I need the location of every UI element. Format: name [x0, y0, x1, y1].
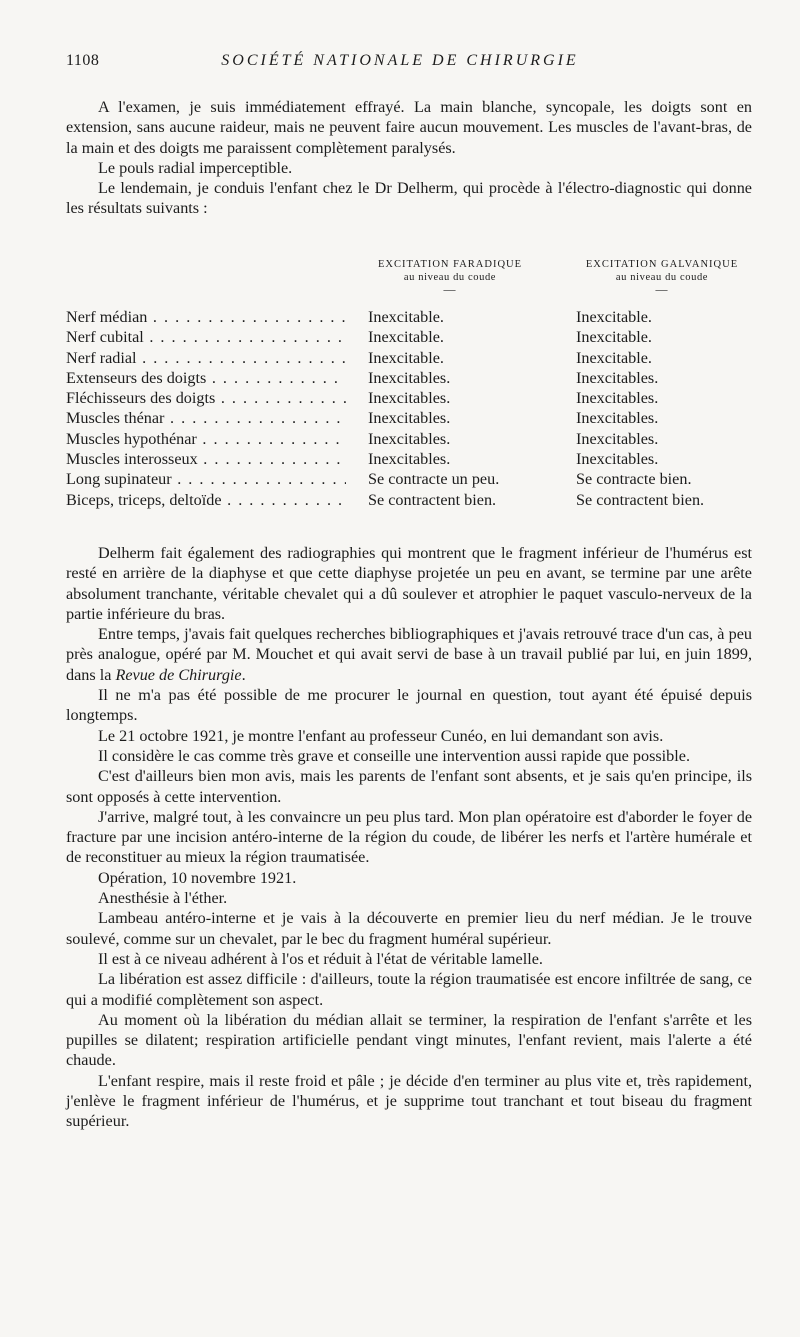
page-header	[66, 52, 734, 74]
body-section	[66, 543, 752, 1132]
column-header-galvanique	[562, 258, 762, 294]
nerve-cell: Nerf médian . . .	[66, 308, 346, 327]
table-row	[66, 470, 766, 490]
nerve-cell: Muscles interosseux . . .	[66, 450, 346, 469]
galvanique-cell: Inexcitables.	[576, 389, 659, 408]
table-row	[66, 308, 766, 328]
galvanique-cell: Se contractent bien.	[576, 490, 705, 509]
intro-paragraph: Le pouls radial imperceptible.	[98, 158, 293, 177]
galvanique-cell: Inexcitables.	[576, 368, 659, 387]
faradique-cell: Inexcitable.	[368, 308, 444, 326]
column-title: EXCITATION GALVANIQUE	[585, 259, 739, 270]
faradique-cell: Inexcitables.	[368, 450, 451, 469]
galvanique-cell: Inexcitables.	[576, 409, 659, 428]
galvanique-cell: Inexcitables.	[576, 429, 659, 448]
nerve-cell: Muscles thénar . . .	[66, 409, 346, 428]
nerve-cell: Long supinateur . . .	[66, 470, 346, 489]
table-row	[66, 491, 766, 511]
table-row	[66, 328, 766, 348]
table-row	[66, 450, 766, 470]
table-row	[66, 349, 766, 369]
galvanique-cell: Inexcitables.	[576, 450, 659, 469]
table-rows	[66, 308, 766, 511]
body-paragraph: C'est d'ailleurs bien mon avis, mais les parents de l'enfant sont absents, et je sais qu'en principe, ils sont opposés à cette intervention.	[66, 767, 752, 806]
nerve-cell: Extenseurs des doigts . . .	[66, 369, 346, 388]
nerve-cell: Nerf cubital . . .	[66, 328, 346, 347]
column-title: EXCITATION FARADIQUE	[377, 259, 523, 270]
faradique-cell: Se contractent bien.	[368, 490, 497, 509]
intro-paragraph: Le lendemain, je conduis l'enfant chez le Dr Delherm, qui procède à l'électro-diagnostic qui donne les résultats suivants :	[66, 179, 752, 218]
column-subtitle: au niveau du coude	[403, 272, 497, 283]
faradique-cell: Inexcitable.	[368, 328, 444, 347]
body-paragraph: J'arrive, malgré tout, à les convaincre un peu plus tard. Mon plan opératoire est d'aborder le foyer de fracture par une incision antéro-interne de la région du coude, de libérer les nerfs et l'artère humérale et de reconstituer au mieux la région traumatisée.	[66, 807, 752, 867]
faradique-cell: Inexcitables.	[368, 368, 451, 387]
table-row	[66, 389, 766, 409]
body-paragraph: Il considère le cas comme très grave et conseille une intervention aussi rapide que possible.	[98, 746, 690, 765]
galvanique-cell: Inexcitable.	[576, 328, 652, 347]
table-row	[66, 430, 766, 450]
faradique-cell: Se contracte un peu.	[368, 470, 500, 489]
body-paragraph: Delherm fait également des radiographies qui montrent que le fragment inférieur de l'humérus est resté en arrière de la diaphyse et que cette diaphyse projetée un peu en avant, se termine par une arête absolument tranchante, véritable chevalet qui a dû soulever et atrophier le paquet vasculo-nerveux de la partie inférieure du bras.	[66, 544, 752, 623]
body-paragraph: Opération, 10 novembre 1921.	[98, 868, 297, 887]
intro-paragraph: A l'examen, je suis immédiatement effrayé. La main blanche, syncopale, les doigts sont en extension, sans aucune raideur, mais ne peuvent faire aucun mouvement. Les muscles de l'avant-bras, de la main et des doigts me paraissent complètement paralysés.	[66, 98, 752, 157]
faradique-cell: Inexcitable.	[368, 348, 444, 367]
body-paragraph: Lambeau antéro-interne et je vais à la découverte en premier lieu du nerf médian. Je le trouve soulevé, comme sur un chevalet, par le bec du fragment huméral supérieur.	[66, 909, 752, 948]
body-paragraph: Entre temps, j'avais fait quelques recherches bibliographiques et j'avais retrouvé trace d'un cas, à peu près analogue, opéré par M. Mouchet et qui avait servi de base à un travail publié par lui, en juin 1899, dans la Revue de Chirurgie.	[66, 625, 752, 684]
galvanique-cell: Inexcitable.	[576, 308, 652, 326]
column-dash: —	[443, 282, 457, 296]
faradique-cell: Inexcitables.	[368, 409, 451, 428]
page-number: 1108	[66, 52, 100, 69]
body-paragraph: Anesthésie à l'éther.	[98, 889, 228, 908]
body-paragraph: Au moment où la libération du médian allait se terminer, la respiration de l'enfant s'arrête et les pupilles se dilatent; respiration artificielle pendant vingt minutes, l'enfant revient, mais l'alerte a été chaude.	[66, 1010, 752, 1070]
body-paragraph: Il ne m'a pas été possible de me procurer le journal en question, tout ayant été épuisé depuis longtemps.	[66, 686, 752, 725]
body-paragraph: Il est à ce niveau adhérent à l'os et réduit à l'état de véritable lamelle.	[98, 949, 543, 968]
intro-section	[66, 97, 752, 219]
column-header-faradique	[350, 258, 550, 294]
nerve-cell: Biceps, triceps, deltoïde . . .	[66, 491, 346, 510]
body-paragraph: La libération est assez difficile : d'ailleurs, toute la région traumatisée est encore infiltrée de sang, ce qui a modifié complètement son aspect.	[66, 970, 752, 1009]
journal-title: Revue de Chirurgie	[115, 665, 242, 684]
table-row	[66, 409, 766, 429]
nerve-cell: Muscles hypothénar . . .	[66, 430, 346, 449]
nerve-cell: Fléchisseurs des doigts . . .	[66, 389, 346, 408]
electrodiagnostic-table	[66, 258, 766, 518]
column-subtitle: au niveau du coude	[615, 272, 709, 283]
body-paragraph: L'enfant respire, mais il reste froid et pâle ; je décide d'en terminer au plus vite et, très rapidement, j'enlève le fragment inférieur de l'humérus, et je supprime tout tranchant et tout biseau du fragment supérieur.	[66, 1071, 752, 1131]
body-paragraph: Le 21 octobre 1921, je montre l'enfant au professeur Cunéo, en lui demandant son avis.	[98, 726, 664, 745]
faradique-cell: Inexcitables.	[368, 429, 451, 448]
nerve-cell: Nerf radial . . .	[66, 349, 346, 368]
column-dash: —	[655, 282, 669, 296]
table-row	[66, 369, 766, 389]
faradique-cell: Inexcitables.	[368, 389, 451, 408]
galvanique-cell: Inexcitable.	[576, 348, 652, 367]
running-title: SOCIÉTÉ NATIONALE DE CHIRURGIE	[221, 52, 579, 69]
galvanique-cell: Se contracte bien.	[576, 470, 692, 489]
